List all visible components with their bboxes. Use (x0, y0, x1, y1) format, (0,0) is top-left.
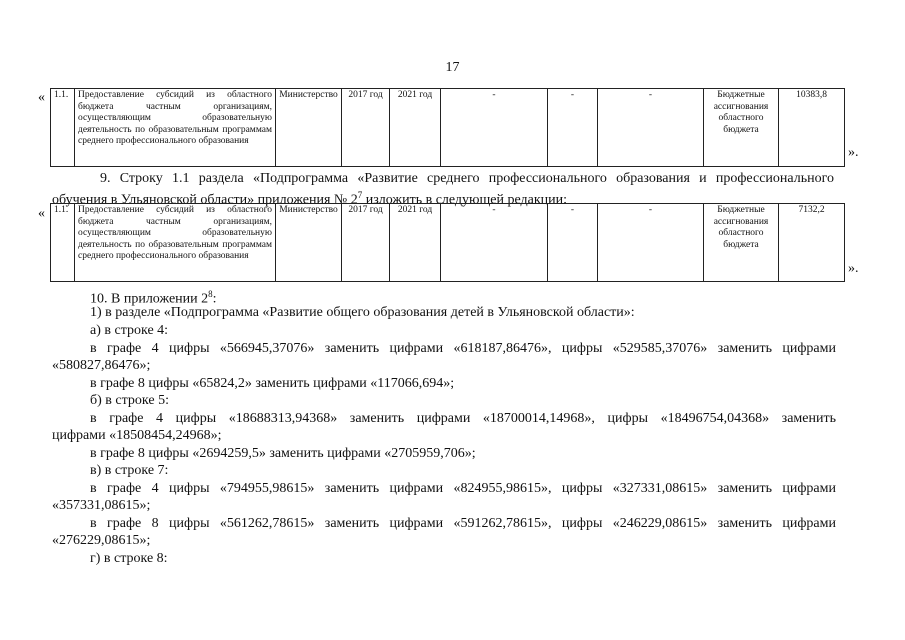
text-line-14: «276229,08615»; (52, 533, 151, 548)
row-dash-2: - (548, 204, 598, 282)
text-line-9: в графе 8 цифры «2694259,5» заменить цифрами «2705959,706»; (90, 446, 476, 461)
row-dash-1: - (441, 204, 548, 282)
list-item-a: а) в строке 4: (90, 323, 169, 338)
text-line-3: в графе 4 цифры «566945,37076» заменить цифрами «618187,86476», цифры «529585,37076» заменить цифрами (90, 341, 836, 356)
row-funding-source: Бюджетные ассигнования областного бюджета (704, 204, 779, 282)
row-value: 10383,8 (779, 89, 845, 167)
row-number: 1.1. (51, 204, 75, 282)
list-item-d: г) в строке 8: (90, 551, 168, 566)
row-number: 1.1. (51, 89, 75, 167)
row-year-end: 2021 год (390, 204, 441, 282)
quote-open-1: « (38, 90, 45, 105)
quote-open-2: « (38, 206, 45, 221)
list-item-b: б) в строке 5: (90, 393, 169, 408)
row-year-start: 2017 год (342, 204, 390, 282)
list-item-1: 1) в разделе «Подпрограмма «Развитие общего образования детей в Ульяновской области»: (90, 305, 635, 320)
row-dash-3: - (598, 204, 704, 282)
row-ministry: Министерство (276, 204, 342, 282)
paragraph-9-line-1: 9. Строку 1.1 раздела «Подпрограмма «Развитие среднего профессионального образования и профессионального (100, 171, 834, 186)
text-line-7: в графе 4 цифры «18688313,94368» заменить цифрами «18700014,14968», цифры «18496754,04368» заменить (90, 411, 836, 426)
text-line-11: в графе 4 цифры «794955,98615» заменить цифрами «824955,98615», цифры «327331,08615» заменить цифрами (90, 481, 836, 496)
text-line-13: в графе 8 цифры «561262,78615» заменить цифрами «591262,78615», цифры «246229,08615» заменить цифрами (90, 516, 836, 531)
text-line-4: «580827,86476»; (52, 358, 151, 373)
row-dash-3: - (598, 89, 704, 167)
row-dash-2: - (548, 89, 598, 167)
row-description: Предоставление субсидий из областного бюджета частным организациям, осуществляющим образовательную деятельность по образовательным программам среднего профессионального образования (75, 204, 276, 282)
list-item-c: в) в строке 7: (90, 463, 169, 478)
page-number: 17 (445, 60, 460, 75)
quote-close-2: ». (848, 261, 859, 276)
text-line-12: «357331,08615»; (52, 498, 151, 513)
paragraph-10-heading: 10. В приложении $2^8$: (90, 289, 217, 307)
row-ministry: Министерство (276, 89, 342, 167)
table-row-1 (50, 88, 845, 167)
row-year-end: 2021 год (390, 89, 441, 167)
text-line-8: цифрами «18508454,24968»; (52, 428, 222, 443)
row-year-start: 2017 год (342, 89, 390, 167)
paragraph-9-line-2: обучения в Ульяновской области» приложения № $2^7$ изложить в следующей редакции: (52, 190, 568, 208)
row-value: 7132,2 (779, 204, 845, 282)
text-line-5: в графе 8 цифры «65824,2» заменить цифрами «117066,694»; (90, 376, 455, 391)
row-dash-1: - (441, 89, 548, 167)
row-funding-source: Бюджетные ассигнования областного бюджета (704, 89, 779, 167)
quote-close-1: ». (848, 145, 859, 160)
row-description: Предоставление субсидий из областного бюджета частным организациям, осуществляющим образовательную деятельность по образовательным программам среднего профессионального образования (75, 89, 276, 167)
table-row-2 (50, 203, 845, 282)
